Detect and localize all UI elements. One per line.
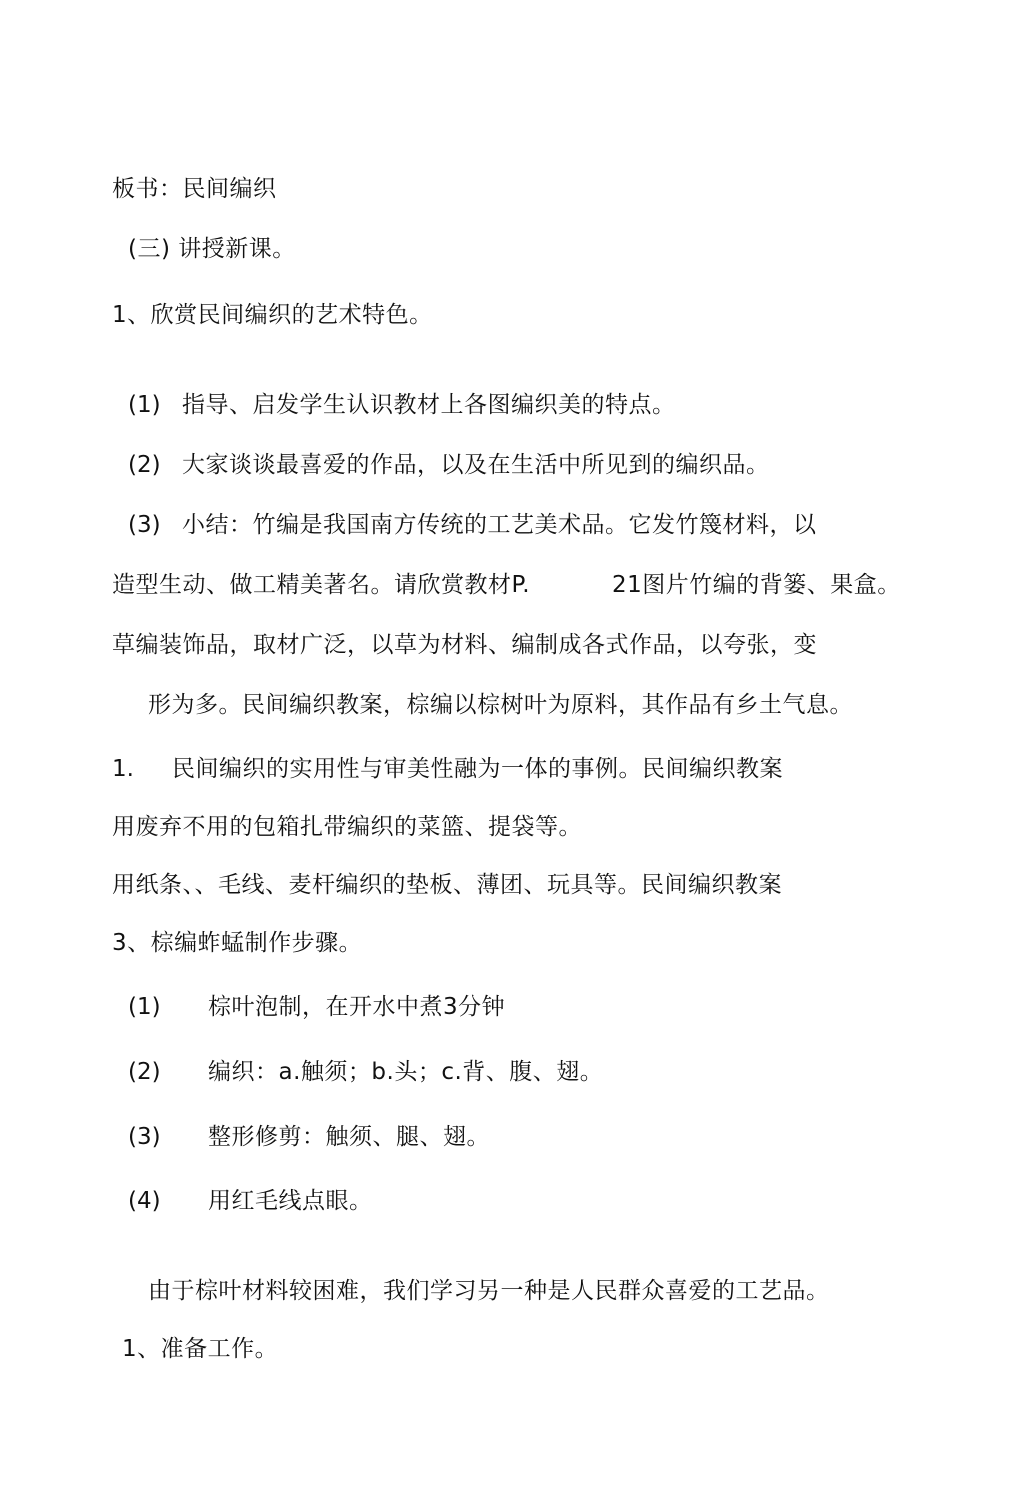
paragraph-text: 用纸条、、毛线、麦杆编织的垫板、薄团、玩具等。民间编织教案 xyxy=(112,872,782,898)
paragraph-text: 21图片竹编的背篓、果盒。 xyxy=(612,572,901,598)
step-number: (4) xyxy=(128,1188,161,1214)
step-number: (3) xyxy=(128,1124,161,1150)
step-text: 棕叶泡制，在开水中煮3分钟 xyxy=(208,994,506,1020)
section-heading: (三) 讲授新课。 xyxy=(128,236,296,262)
paragraph-text: 指导、启发学生认识教材上各图编织美的特点。 xyxy=(182,392,676,418)
paragraph-text: 用废弃不用的包箱扎带编织的菜篮、提袋等。 xyxy=(112,814,582,840)
item-number: (3) xyxy=(128,512,161,538)
item-number: (2) xyxy=(128,452,161,478)
step-text: 整形修剪：触须、腿、翅。 xyxy=(208,1124,490,1150)
item-number: (1) xyxy=(128,392,161,418)
paragraph-text: 形为多。民间编织教案，棕编以棕树叶为原料，其作品有乡土气息。 xyxy=(148,692,853,718)
step-number: (1) xyxy=(128,994,161,1020)
board-title: 板书：民间编织 xyxy=(112,176,277,202)
paragraph-text: 大家谈谈最喜爱的作品，以及在生活中所见到的编织品。 xyxy=(182,452,770,478)
part1-heading: 1、欣赏民间编织的艺术特色。 xyxy=(112,302,433,328)
part3-heading: 3、棕编蚱蜢制作步骤。 xyxy=(112,930,363,956)
step-number: (2) xyxy=(128,1059,161,1085)
paragraph-text: 小结：竹编是我国南方传统的工艺美术品。它发竹篾材料，以 xyxy=(182,512,817,538)
paragraph-text: 民间编织的实用性与审美性融为一体的事例。民间编织教案 xyxy=(172,756,783,782)
item-number: 1. xyxy=(112,756,134,782)
paragraph-text: 造型生动、做工精美著名。请欣赏教材P. xyxy=(112,572,531,598)
paragraph-text: 草编装饰品，取材广泛，以草为材料、编制成各式作品，以夸张，变 xyxy=(112,632,817,658)
step-text: 编织：a.触须；b.头；c.背、腹、翅。 xyxy=(208,1059,604,1085)
step-text: 用红毛线点眼。 xyxy=(208,1188,373,1214)
closing-paragraph: 由于棕叶材料较困难，我们学习另一种是人民群众喜爱的工艺品。 xyxy=(148,1278,830,1304)
prep-heading: 1、准备工作。 xyxy=(122,1336,279,1362)
